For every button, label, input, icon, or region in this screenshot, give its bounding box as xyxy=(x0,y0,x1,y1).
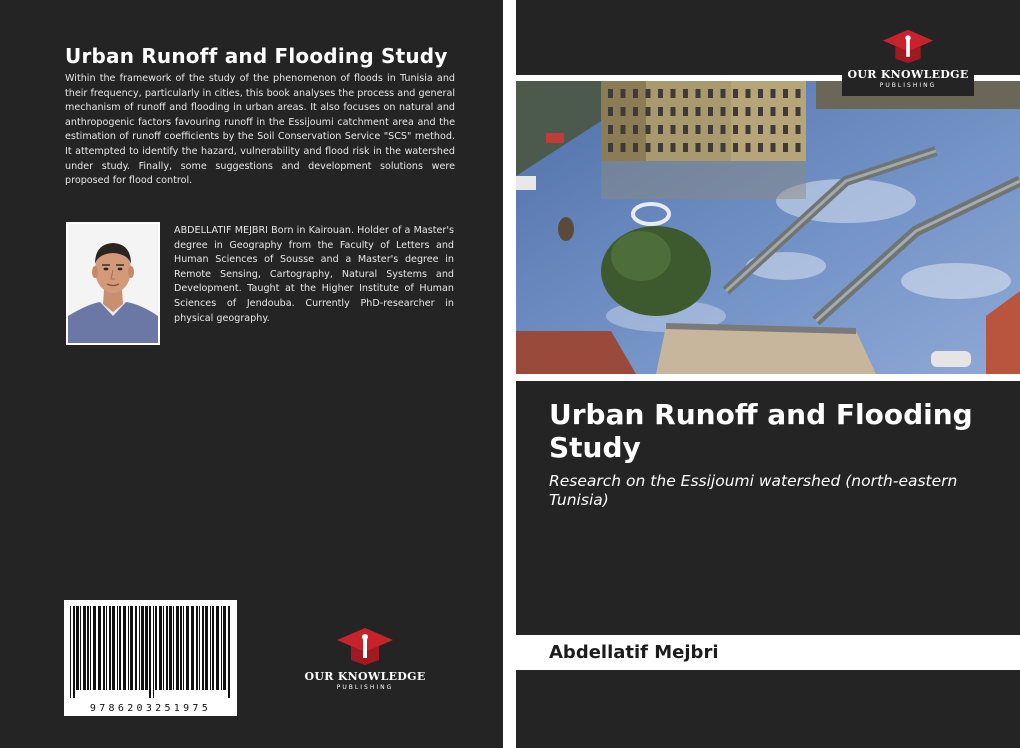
barcode-bar xyxy=(149,606,151,698)
building-window xyxy=(658,107,663,116)
barcode-bar xyxy=(119,606,121,690)
building-window xyxy=(646,143,651,152)
barcode-bar xyxy=(212,606,214,690)
building-window xyxy=(721,107,726,116)
building-window xyxy=(696,125,701,134)
photo-divider xyxy=(516,374,1020,381)
back-cover-title: Urban Runoff and Flooding Study xyxy=(65,44,448,68)
author-biography: ABDELLATIF MEJBRI Born in Kairouan. Holder of a Master's degree in Geography from the Faculty of Letters and Human Sciences of Sousse and a Master's degree in Remote Sensing, Cartography, Natural Systems and Development. Taught at the Higher Institute of Human Sciences of Jendouba. Currently PhD-researcher in physical geography. xyxy=(174,225,454,324)
building-window xyxy=(758,125,763,134)
building-window xyxy=(696,107,701,116)
barcode-bar xyxy=(196,606,198,690)
building-window xyxy=(733,107,738,116)
building-window xyxy=(608,143,613,152)
author-portrait-icon xyxy=(68,224,158,343)
barcode-bar xyxy=(98,606,101,690)
barcode-bar xyxy=(180,606,182,690)
building-window xyxy=(683,107,688,116)
building-window xyxy=(633,125,638,134)
flood-scene-icon xyxy=(516,81,1020,374)
building-window xyxy=(708,89,713,98)
building-window xyxy=(633,89,638,98)
barcode-bar xyxy=(199,606,200,690)
building-window xyxy=(646,125,651,134)
barcode-bar xyxy=(117,606,118,690)
publisher-name-front: OUR KNOWLEDGE xyxy=(847,68,969,81)
building-window xyxy=(708,125,713,134)
barcode-bar xyxy=(80,606,81,690)
building-window xyxy=(608,107,613,116)
barcode-bar xyxy=(83,606,86,690)
book-title: Urban Runoff and Flooding Study xyxy=(549,398,973,464)
barcode-bar xyxy=(176,606,179,690)
building-window xyxy=(646,107,651,116)
author-band xyxy=(516,635,1020,670)
barcode-bar xyxy=(76,606,79,690)
building-window xyxy=(783,143,788,152)
building-window xyxy=(696,143,701,152)
building-window xyxy=(671,143,676,152)
building-window xyxy=(796,107,801,116)
building-window xyxy=(758,143,763,152)
building-window xyxy=(783,125,788,134)
building-window xyxy=(733,143,738,152)
barcode-bar xyxy=(123,606,126,690)
cover-photo-flooded-city xyxy=(516,81,1020,374)
barcode-bar xyxy=(163,606,164,690)
barcode-bar xyxy=(155,606,157,690)
barcode-bar xyxy=(109,606,111,690)
building-window xyxy=(621,89,626,98)
building-window xyxy=(671,89,676,98)
barcode-bar xyxy=(128,606,129,690)
building-window xyxy=(696,89,701,98)
building-window xyxy=(746,89,751,98)
building-window xyxy=(683,143,688,152)
building-window xyxy=(683,125,688,134)
barcode-bar xyxy=(210,606,211,690)
publisher-logo-front xyxy=(842,0,974,96)
barcode-bar xyxy=(130,606,133,690)
graduation-cap-logo-icon xyxy=(335,626,395,666)
building-window xyxy=(608,125,613,134)
barcode-bar xyxy=(159,606,162,690)
book-subtitle: Research on the Essijoumi watershed (north-eastern Tunisia) xyxy=(549,472,958,509)
barcode-bar xyxy=(90,606,91,690)
building-window xyxy=(733,125,738,134)
building-window xyxy=(746,107,751,116)
building-window xyxy=(746,143,751,152)
back-cover xyxy=(0,0,503,748)
building-window xyxy=(646,89,651,98)
publisher-name-back: OUR KNOWLEDGE xyxy=(304,670,426,683)
barcode-bar xyxy=(153,606,154,698)
building-window xyxy=(658,125,663,134)
barcode-bar xyxy=(93,606,96,690)
building-window xyxy=(621,125,626,134)
building-window xyxy=(621,143,626,152)
barcode-bar xyxy=(103,606,105,690)
building-window xyxy=(758,89,763,98)
barcode-bar xyxy=(112,606,115,690)
building-window xyxy=(771,143,776,152)
building-window xyxy=(708,143,713,152)
building-window xyxy=(621,107,626,116)
building-window xyxy=(796,125,801,134)
publisher-logo-back xyxy=(300,626,430,696)
building-window xyxy=(771,89,776,98)
barcode-bar xyxy=(186,606,189,690)
book-spine xyxy=(503,0,516,748)
barcode-icon xyxy=(64,600,237,700)
building-window xyxy=(796,89,801,98)
building-window xyxy=(683,89,688,98)
barcode-bar xyxy=(166,606,168,690)
author-name: Abdellatif Mejbri xyxy=(549,642,719,663)
building-window xyxy=(771,125,776,134)
building-window xyxy=(733,89,738,98)
building-window xyxy=(633,107,638,116)
front-cover xyxy=(516,0,1020,748)
barcode-bar xyxy=(223,606,226,690)
building-window xyxy=(746,125,751,134)
book-description: Within the framework of the study of the phenomenon of floods in Tunisia and their frequency, particularly in cities, this book analyses the process and general mechanism of runoff and flooding in urban areas. It also focuses on natural and anthropogenic factors favouring runoff in the Essijoumi catchment area and the estimation of runoff coefficients by the Soil Conservation Service "SCS" method. It attempted to identify the hazard, vulnerability and flood risk in the watershed under study. Finally, some suggestions and development solutions were proposed for flood control. xyxy=(65,73,455,187)
barcode-bar xyxy=(73,606,75,698)
barcode-bar xyxy=(202,606,204,690)
barcode-bar xyxy=(106,606,107,690)
publisher-tagline-front: PUBLISHING xyxy=(879,82,937,89)
barcode-bar xyxy=(87,606,89,690)
building-window xyxy=(721,143,726,152)
barcode-bar xyxy=(145,606,148,690)
building-window xyxy=(796,143,801,152)
building-window xyxy=(658,89,663,98)
barcode-bar xyxy=(139,606,140,690)
building-window xyxy=(721,125,726,134)
building-window xyxy=(633,143,638,152)
barcode-bar xyxy=(141,606,144,690)
graduation-cap-logo-icon xyxy=(880,28,936,64)
building-window xyxy=(708,107,713,116)
building-window xyxy=(608,89,613,98)
building-window xyxy=(771,107,776,116)
author-photo xyxy=(66,222,160,345)
building-window xyxy=(783,107,788,116)
barcode-bar xyxy=(228,606,230,698)
barcode-bar xyxy=(70,606,71,698)
building-window xyxy=(671,125,676,134)
barcode-bar xyxy=(183,606,184,690)
barcode-bar xyxy=(135,606,137,690)
building-window xyxy=(721,89,726,98)
barcode-bar xyxy=(205,606,208,690)
barcode-bar xyxy=(173,606,174,690)
barcode-digits: 9786203251975 xyxy=(89,703,212,714)
building-window xyxy=(658,143,663,152)
barcode-bar xyxy=(191,606,194,690)
building-window xyxy=(671,107,676,116)
barcode-bar xyxy=(216,606,219,690)
isbn-barcode xyxy=(64,600,237,716)
barcode-bar xyxy=(221,606,222,690)
building-window xyxy=(758,107,763,116)
building-window xyxy=(783,89,788,98)
publisher-tagline-back: PUBLISHING xyxy=(336,684,394,691)
barcode-bar xyxy=(169,606,172,690)
